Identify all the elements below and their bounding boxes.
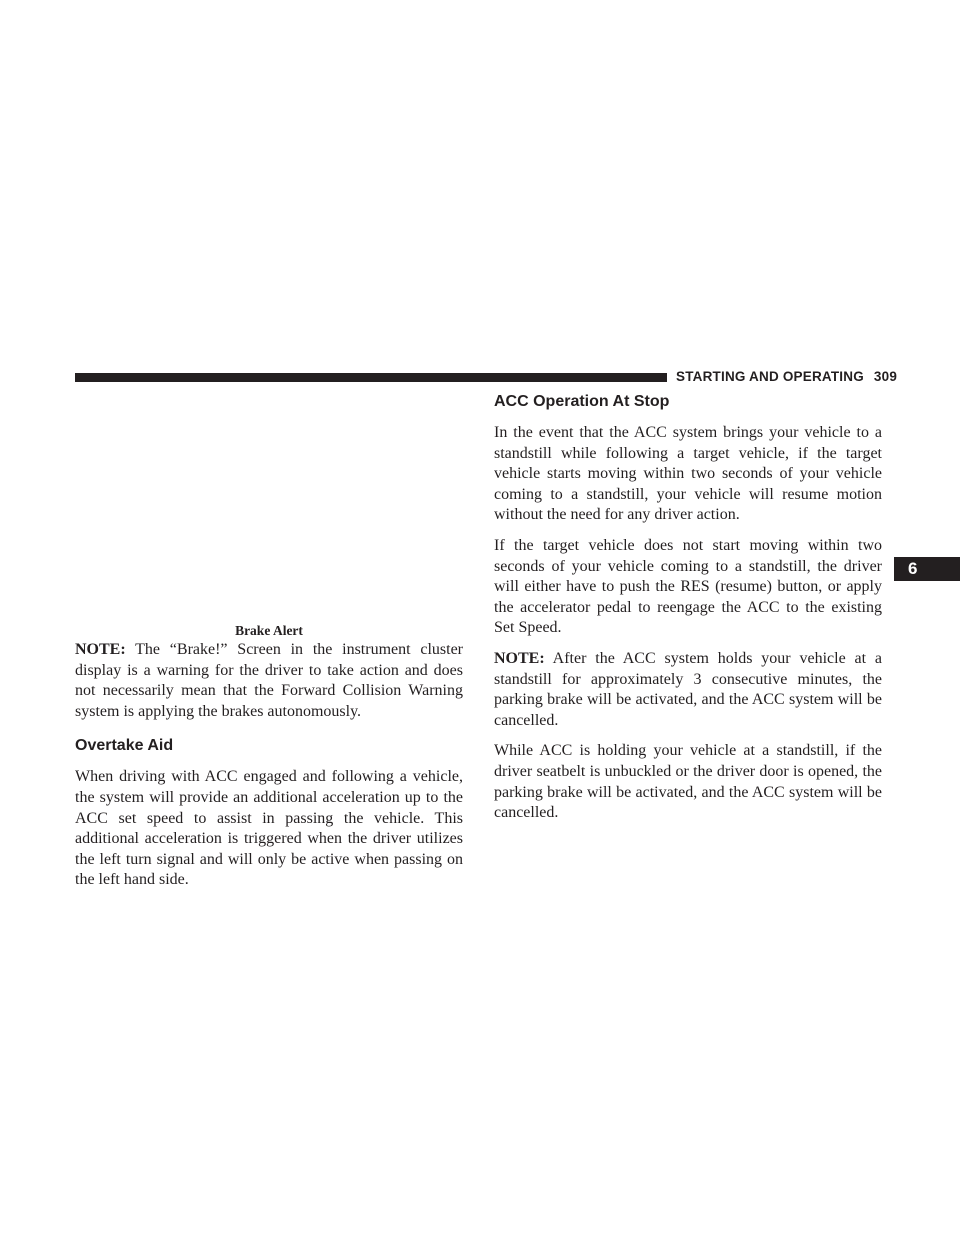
section-heading-acc-stop: ACC Operation At Stop [494, 393, 670, 410]
body-paragraph: If the target vehicle does not start moving within two seconds of your vehicle coming to a standstill, the driver will either have to push the RES (resume) button, or apply the accelerator pedal to reengage the ACC to the existing Set Speed. [494, 536, 882, 637]
chapter-tab: 6 [894, 557, 960, 581]
running-header [676, 368, 897, 386]
page-number: 309 [873, 369, 898, 384]
note-label: NOTE: [75, 641, 126, 658]
note-text: After the ACC system holds your vehicle at a standstill for approximately 3 consecutive minutes, the parking brake will be activated, and the ACC system will be cancelled. [494, 649, 882, 729]
note-paragraph [75, 640, 463, 722]
note-paragraph [494, 649, 882, 731]
body-paragraph: In the event that the ACC system brings your vehicle to a standstill while following a target vehicle, if the target vehicle starts moving within two seconds of your vehicle coming to a standstill, your vehicle will resume motion without the need for any driver action. [494, 424, 882, 524]
body-paragraph: While ACC is holding your vehicle at a standstill, if the driver seatbelt is unbuckled or the driver door is opened, the parking brake will be activated, and the ACC system will be cancelled. [494, 742, 882, 822]
note-text: The “Brake!” Screen in the instrument cluster display is a warning for the driver to take action and does not necessarily mean that the Forward Collision Warning system is applying the brakes autonomously. [75, 641, 463, 720]
figure-caption: Brake Alert [235, 623, 303, 638]
body-paragraph: When driving with ACC engaged and following a vehicle, the system will provide an additional acceleration up to the ACC set speed to assist in passing the vehicle. This additional acceleration is triggered when the driver utilizes the left turn signal and will only be active when passing on the left hand side. [75, 768, 463, 889]
section-title: STARTING AND OPERATING [676, 369, 864, 384]
section-heading-overtake-aid: Overtake Aid [75, 737, 174, 755]
left-column [75, 640, 463, 901]
header-rule [75, 373, 667, 382]
right-column [494, 392, 882, 834]
note-label: NOTE: [494, 649, 545, 667]
